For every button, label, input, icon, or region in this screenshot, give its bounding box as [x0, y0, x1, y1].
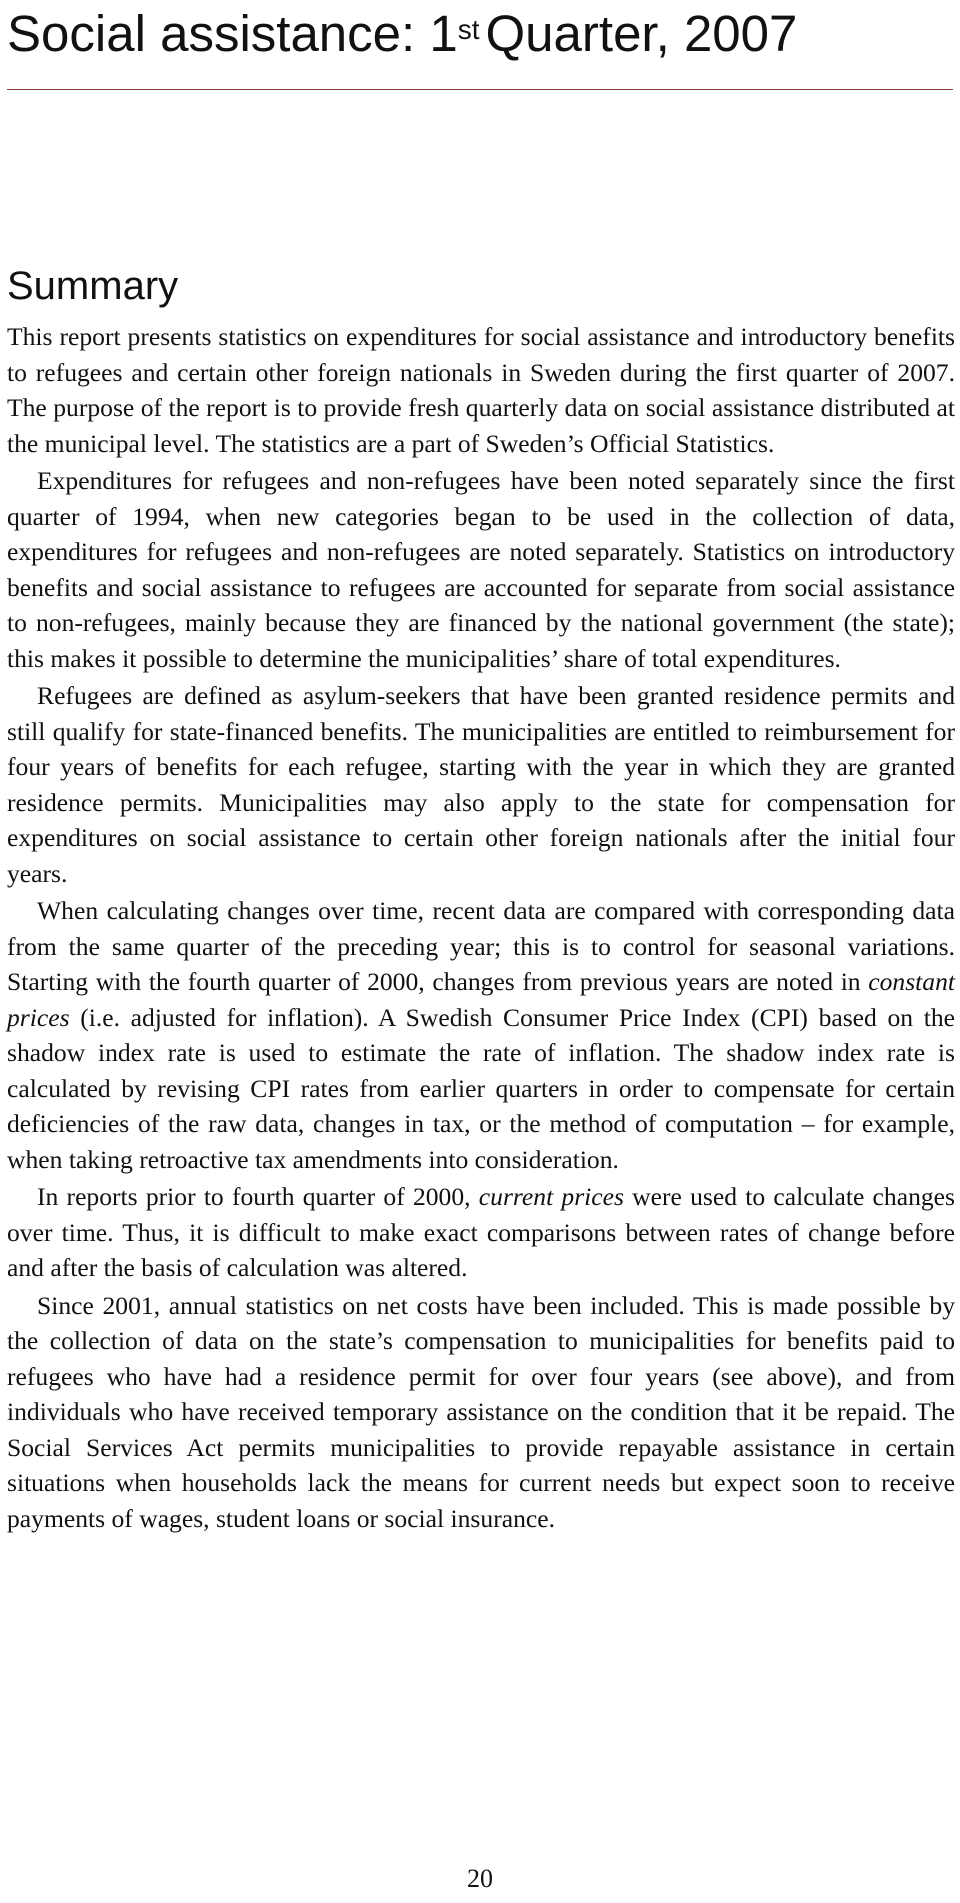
summary-heading: Summary [7, 264, 179, 308]
summary-paragraph-3: Refugees are defined as asylum-seekers that have been granted residence permits and still qualify for state-financed benefits. The municipalities are entitled to reimbursement for four years of benefits for each refugee, starting with the year in which they are granted residence permits. Municipalities may also apply to the state for compensation for expenditures on social assistance to certain other foreign nationals after the initial four years. [7, 681, 955, 888]
page-number: 20 [467, 1864, 493, 1893]
page-title [7, 4, 797, 64]
paragraph-4-text-end: (i.e. adjusted for inflation). A Swedish Consumer Price Index (CPI) based on the shadow index rate is used to estimate the rate of inflation. The shadow index rate is calculated by revising CPI rates from earlier quarters in order to compensate for certain deficiencies of the raw data, changes in tax, or the method of computation – for example, when taking retroactive tax amendments into consideration. [7, 1002, 955, 1174]
title-divider [7, 89, 953, 90]
title-superscript: st [457, 14, 480, 45]
title-prefix: Social assistance: 1 [7, 5, 458, 62]
paragraph-5-text-start: In reports prior to fourth quarter of 2000, [37, 1182, 479, 1211]
summary-paragraph-1: This report presents statistics on expenditures for social assistance and introductory benefits to refugees and certain other foreign nationals in Sweden during the first quarter of 2007. The purpose of the report is to provide fresh quarterly data on social assistance distributed at the municipal level. The statistics are a part of Sweden’s Official Statistics. [7, 322, 955, 458]
constant-prices-emphasis: constant prices [7, 967, 955, 1032]
summary-paragraph-5 [7, 1179, 955, 1286]
paragraph-5-text-end: were used to calculate changes over time. Thus, it is difficult to make exact comparisons between rates of change before and after the basis of calculation was altered. [7, 1182, 955, 1282]
title-suffix: Quarter, 2007 [485, 5, 798, 62]
paragraph-4-text-start: When calculating changes over time, recent data are compared with corresponding data from the same quarter of the preceding year; this is to control for seasonal variations. Starting with the fourth quarter of 2000, changes from previous years are noted in [7, 896, 955, 996]
summary-paragraph-2: Expenditures for refugees and non-refugees have been noted separately since the first quarter of 1994, when new categories began to be used in the collection of data, expenditures for refugees and non-refugees are noted separately. Statistics on introductory benefits and social assistance to refugees are accounted for separate from social assistance to non-refugees, mainly because they are financed by the national government (the state); this makes it possible to determine the municipalities’ share of total expenditures. [7, 466, 955, 673]
summary-paragraph-6: Since 2001, annual statistics on net costs have been included. This is made possible by the collection of data on the state’s compensation to municipalities for benefits paid to refugees who have had a residence permit for over four years (see above), and from individuals who have received temporary assistance on the condition that it be repaid. The Social Services Act permits municipalities to provide repayable assistance in certain situations when households lack the means for current needs but expect soon to receive payments of wages, student loans or social insurance. [7, 1290, 955, 1533]
summary-paragraph-4 [7, 893, 955, 1177]
current-prices-emphasis: current prices [478, 1182, 624, 1211]
summary-body [7, 319, 955, 1538]
